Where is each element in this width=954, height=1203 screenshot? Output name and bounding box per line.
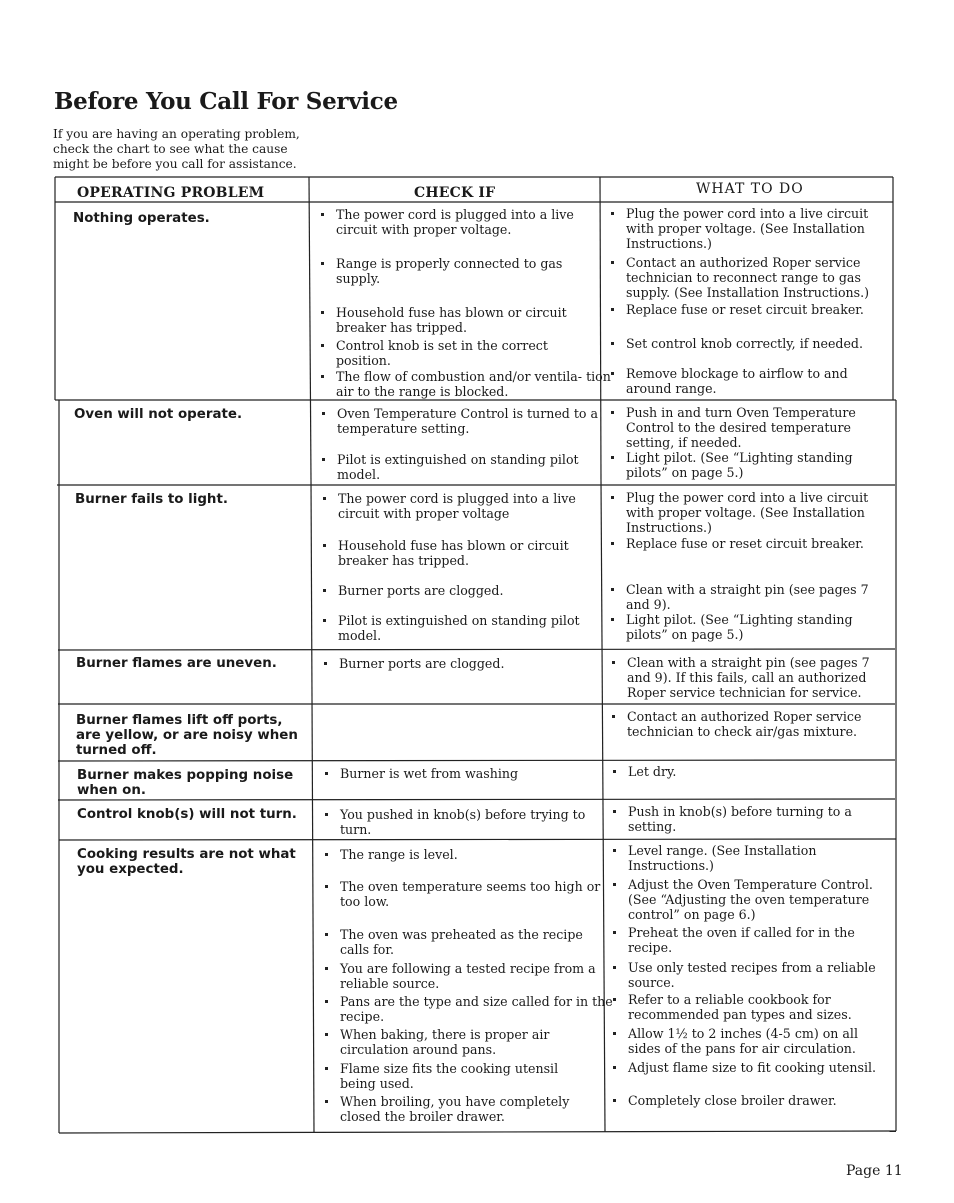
todo-item: Clean with a straight pin (see pages 7 and 9). [604,582,886,612]
check-item: Household fuse has blown or circuit breaker has tripped. [314,305,606,335]
problem-burner-flames-lift-off: Burner flames lift off ports, are yellow, or are noisy when turned off. [76,713,298,758]
check-item: The range is level. [318,847,602,862]
todo-item: Contact an authorized Roper service technician to check air/gas mixture. [605,709,892,739]
intro-line: might be before you call for assistance. [53,157,297,171]
check-item: The oven temperature seems too high or too low. [318,879,612,909]
check-item: The power cord is plugged into a live circuit with proper voltage [316,491,610,521]
column-header-what-to-do: WHAT TO DO [696,181,804,197]
check-item: The power cord is plugged into a live circuit with proper voltage. [314,207,606,237]
todo-item: Replace fuse or reset circuit breaker. [604,536,906,551]
check-item: Household fuse has blown or circuit breaker has tripped. [316,538,600,568]
todo-item: Preheat the oven if called for in the recipe. [606,925,893,955]
todo-item: Light pilot. (See “Lighting standing pilots” on page 5.) [604,450,886,480]
todo-item: Push in and turn Oven Temperature Control to the desired temperature setting, if needed. [604,405,891,450]
todo-item: Plug the power cord into a live circuit with proper voltage. (See Installation Instructions.) [604,206,896,251]
page-number: Page 11 [846,1163,903,1179]
check-item: When broiling, you have completely closed the broiler drawer. [318,1094,602,1124]
todo-item: Completely close broiler drawer. [606,1093,903,1108]
todo-item: Level range. (See Installation Instructions.) [606,843,868,873]
todo-item: Plug the power cord into a live circuit with proper voltage. (See Installation Instructions.) [604,490,896,535]
check-item: The flow of combustion and/or ventila- tion air to the range is blocked. [314,369,616,399]
check-item: You pushed in knob(s) before trying to turn. [318,807,612,837]
todo-item: Use only tested recipes from a reliable source. [606,960,908,990]
page-title: Before You Call For Service [54,88,398,115]
intro-line: check the chart to see what the cause [53,142,288,156]
check-item: Control knob is set in the correct position. [314,338,596,368]
todo-item: Clean with a straight pin (see pages 7 and 9). If this fails, call an authorized Roper service technician for service. [605,655,892,700]
problem-cooking-results: Cooking results are not what you expected. [77,847,296,877]
intro-line: If you are having an operating problem, [53,127,300,141]
column-header-check-if: CHECK IF [414,185,496,201]
check-item: Burner ports are clogged. [316,583,600,598]
todo-item: Allow 1½ to 2 inches (4-5 cm) on all sides of the pans for air circulation. [606,1026,888,1056]
check-item: Pilot is extinguished on standing pilot model. [315,452,609,482]
check-item: Burner is wet from washing [318,766,602,781]
todo-item: Remove blockage to airflow to and around range. [604,366,866,396]
check-item: Pans are the type and size called for in the recipe. [318,994,616,1024]
todo-item: Light pilot. (See “Lighting standing pilots” on page 5.) [604,612,886,642]
check-item: You are following a tested recipe from a reliable source. [318,961,612,991]
todo-item: Contact an authorized Roper service technician to reconnect range to gas supply. (See Installation Instructions.) [604,255,901,300]
todo-item: Set control knob correctly, if needed. [604,336,906,351]
check-item: Range is properly connected to gas supply. [314,256,586,286]
todo-item: Adjust the Oven Temperature Control. (See “Adjusting the oven temperature control” on page 6.) [606,877,900,922]
check-item: The oven was preheated as the recipe calls for. [318,927,612,957]
problem-burner-fails-to-light: Burner fails to light. [75,492,228,507]
problem-burner-flames-uneven: Burner flames are uneven. [76,656,277,671]
todo-item: Adjust flame size to fit cooking utensil. [606,1060,908,1075]
check-item: Pilot is extinguished on standing pilot model. [316,613,610,643]
check-item: Burner ports are clogged. [317,656,601,671]
problem-nothing-operates: Nothing operates. [73,211,210,226]
todo-item: Push in knob(s) before turning to a setting. [606,804,888,834]
column-header-operating-problem: OPERATING PROBLEM [77,185,265,201]
problem-oven-will-not-operate: Oven will not operate. [74,407,243,422]
todo-item: Let dry. [606,764,888,779]
problem-burner-popping-noise: Burner makes popping noise when on. [77,768,294,798]
todo-item: Replace fuse or reset circuit breaker. [604,302,906,317]
check-item: Flame size fits the cooking utensil being used. [318,1061,590,1091]
todo-item: Refer to a reliable cookbook for recommended pan types and sizes. [606,992,883,1022]
check-item: Oven Temperature Control is turned to a temperature setting. [315,406,609,436]
problem-control-knob-will-not-turn: Control knob(s) will not turn. [77,807,297,822]
check-item: When baking, there is proper air circulation around pans. [318,1027,590,1057]
